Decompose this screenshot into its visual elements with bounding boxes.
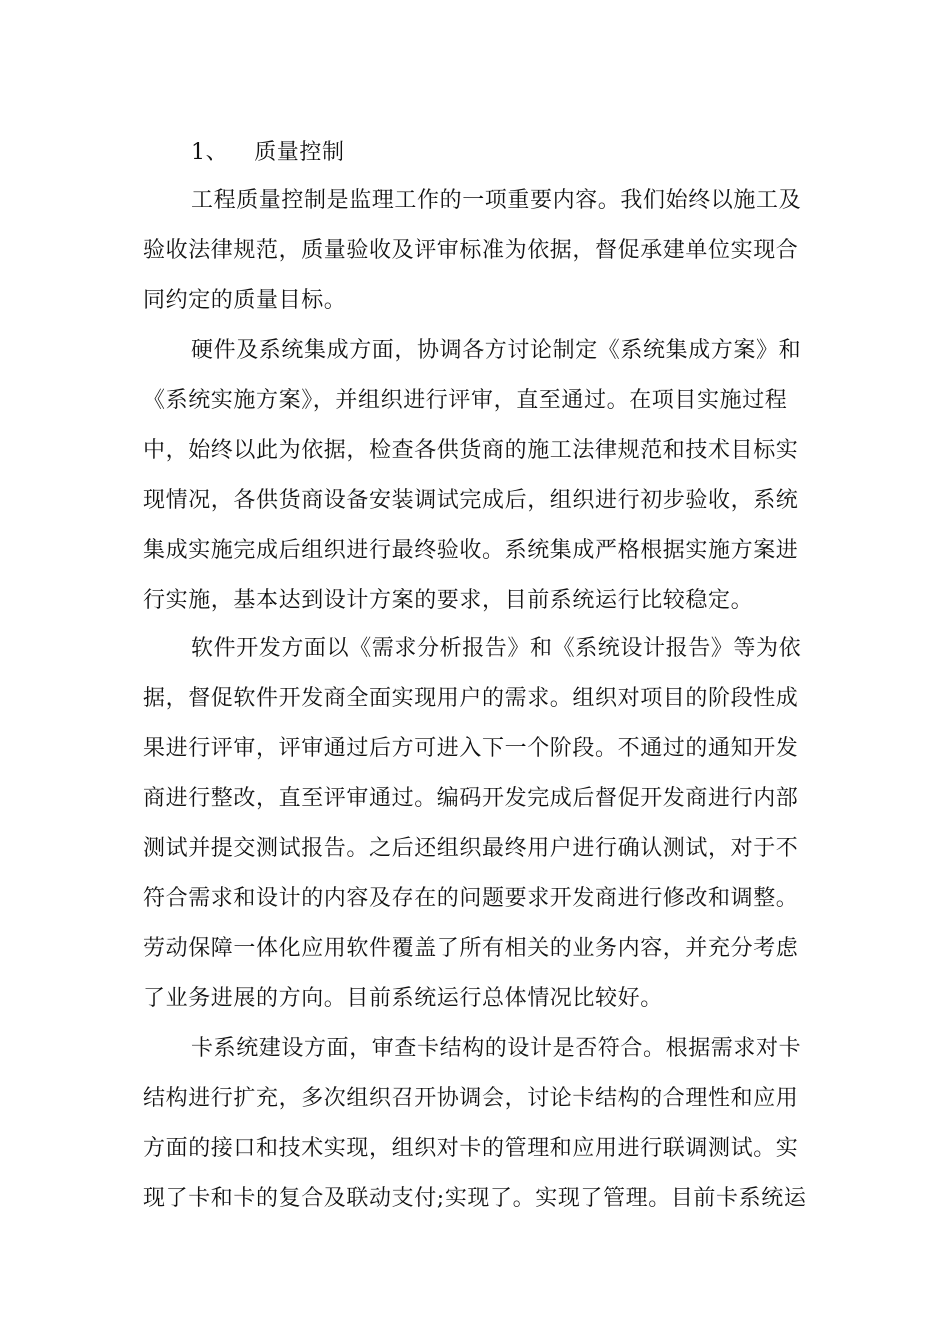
paragraph-line: 验收法律规范，质量验收及评审标准为依据，督促承建单位实现合	[143, 238, 799, 263]
paragraph-line: 工程质量控制是监理工作的一项重要内容。我们始终以施工及	[191, 188, 802, 213]
paragraph-line: 现情况，各供货商设备安装调试完成后，组织进行初步验收，系统	[143, 488, 799, 513]
paragraph-line: 《系统实施方案》，并组织进行评审，直至通过。在项目实施过程	[143, 388, 788, 413]
paragraph-line: 据，督促软件开发商全面实现用户的需求。组织对项目的阶段性成	[143, 686, 799, 711]
paragraph-line: 测试并提交测试报告。之后还组织最终用户进行确认测试，对于不	[143, 836, 799, 861]
paragraph-line: 符合需求和设计的内容及存在的问题要求开发商进行修改和调整。	[143, 886, 799, 911]
paragraph-line: 现了卡和卡的复合及联动支付;实现了。实现了管理。目前卡系统运	[143, 1186, 807, 1211]
section-heading	[191, 138, 871, 168]
section-number: 1、	[191, 140, 229, 165]
paragraph-line: 果进行评审，评审通过后方可进入下一个阶段。不通过的通知开发	[143, 736, 799, 761]
paragraph-line: 商进行整改，直至评审通过。编码开发完成后督促开发商进行内部	[143, 786, 799, 811]
paragraph-line: 行实施，基本达到设计方案的要求，目前系统运行比较稳定。	[143, 588, 754, 613]
paragraph-line: 硬件及系统集成方面，协调各方讨论制定《系统集成方案》和	[191, 338, 802, 363]
paragraph-line: 卡系统建设方面，审查卡结构的设计是否符合。根据需求对卡	[191, 1036, 802, 1061]
paragraph-line: 了业务进展的方向。目前系统运行总体情况比较好。	[143, 986, 663, 1011]
paragraph-line: 劳动保障一体化应用软件覆盖了所有相关的业务内容，并充分考虑	[143, 936, 799, 961]
paragraph-line: 软件开发方面以《需求分析报告》和《系统设计报告》等为依	[191, 636, 802, 661]
paragraph-line: 方面的接口和技术实现，组织对卡的管理和应用进行联调测试。实	[143, 1136, 799, 1161]
paragraph-line: 结构进行扩充，多次组织召开协调会，讨论卡结构的合理性和应用	[143, 1086, 799, 1111]
section-title: 质量控制	[254, 140, 345, 165]
paragraph-line: 中，始终以此为依据，检查各供货商的施工法律规范和技术目标实	[143, 438, 799, 463]
paragraph-line: 集成实施完成后组织进行最终验收。系统集成严格根据实施方案进	[143, 538, 799, 563]
paragraph-line: 同约定的质量目标。	[143, 288, 347, 313]
